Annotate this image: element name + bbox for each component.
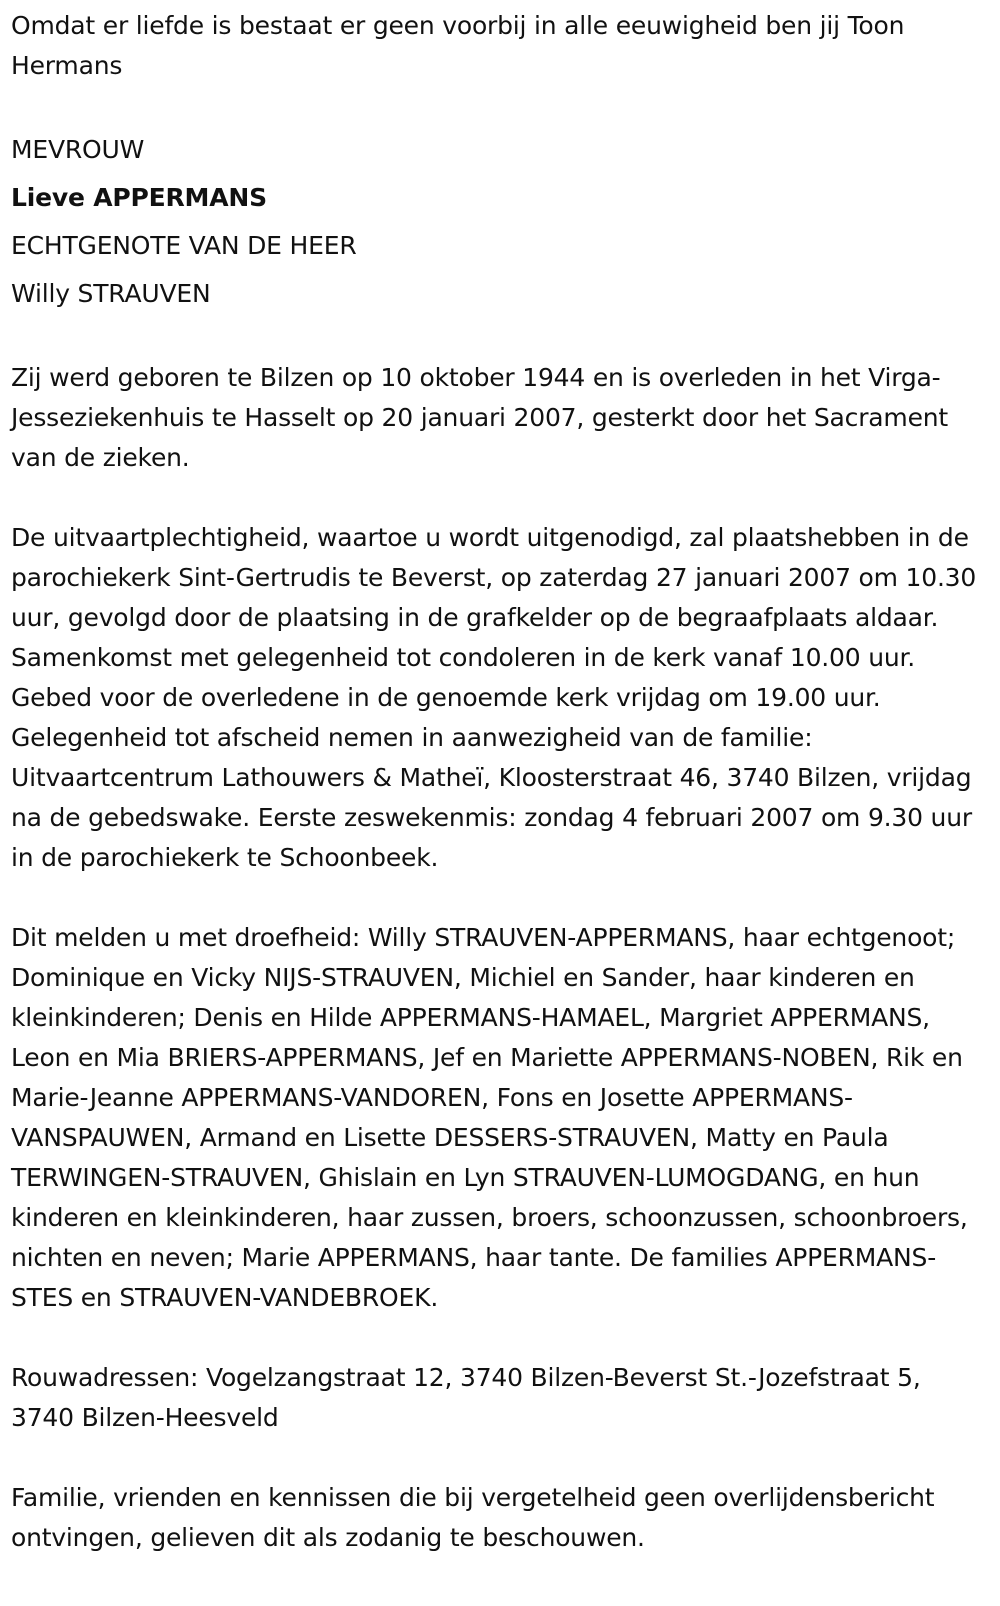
closing-paragraph: Familie, vrienden en kennissen die bij vergetelheid geen overlijdensbericht ontvingen, gelieven dit als zodanig te beschouwen. bbox=[11, 1483, 935, 1552]
funeral-paragraph: De uitvaartplechtigheid, waartoe u wordt uitgenodigd, zal plaatshebben in de parochiekerk Sint-Gertrudis te Beverst, op zaterdag 27 januari 2007 om 10.30 uur, gevolgd door de plaatsing in de grafkelder op de begraafplaats aldaar. Samenkomst met gelegenheid tot condoleren in de kerk vanaf 10.00 uur. Gebed voor de overledene in de genoemde kerk vrijdag om 19.00 uur. Gelegenheid tot afscheid nemen in aanwezigheid van de familie: Uitvaartcentrum Lathouwers & Matheï, Kloosterstraat 46, 3740 Bilzen, vrijdag na de gebedswake. Eerste zeswekenmis: zondag 4 februari 2007 om 9.30 uur in de parochiekerk te Schoonbeek. bbox=[11, 523, 977, 872]
spacer bbox=[11, 318, 991, 358]
deceased-header bbox=[11, 126, 991, 318]
motto-text: Omdat er liefde is bestaat er geen voorbij in alle eeuwigheid ben jij Toon Hermans bbox=[11, 11, 905, 80]
honorific-title: MEVROUW bbox=[11, 135, 145, 164]
spacer bbox=[11, 86, 991, 126]
obituary-document bbox=[11, 6, 991, 1558]
deceased-name: Lieve APPERMANS bbox=[11, 183, 267, 212]
relation-label: ECHTGENOTE VAN DE HEER bbox=[11, 231, 357, 260]
spacer bbox=[11, 478, 991, 518]
spouse-name: Willy STRAUVEN bbox=[11, 279, 211, 308]
spacer bbox=[11, 1318, 991, 1358]
birth-death-paragraph: Zij werd geboren te Bilzen op 10 oktober 1944 en is overleden in het Virga-Jesseziekenhuis te Hasselt op 20 januari 2007, gesterkt door het Sacrament van de zieken. bbox=[11, 363, 948, 472]
spacer bbox=[11, 1438, 991, 1478]
spacer bbox=[11, 878, 991, 918]
addresses-paragraph: Rouwadressen: Vogelzangstraat 12, 3740 Bilzen-Beverst St.-Jozefstraat 5, 3740 Bilzen-Heesveld bbox=[11, 1363, 921, 1432]
family-paragraph: Dit melden u met droefheid: Willy STRAUVEN-APPERMANS, haar echtgenoot; Dominique en Vicky NIJS-STRAUVEN, Michiel en Sander, haar kinderen en kleinkinderen; Denis en Hilde APPERMANS-HAMAEL, Margriet APPERMANS, Leon en Mia BRIERS-APPERMANS, Jef en Mariette APPERMANS-NOBEN, Rik en Marie-Jeanne APPERMANS-VANDOREN, Fons en Josette APPERMANS-VANSPAUWEN, Armand en Lisette DESSERS-STRAUVEN, Matty en Paula TERWINGEN-STRAUVEN, Ghislain en Lyn STRAUVEN-LUMOGDANG, en hun kinderen en kleinkinderen, haar zussen, broers, schoonzussen, schoonbroers, nichten en neven; Marie APPERMANS, haar tante. De families APPERMANS-STES en STRAUVEN-VANDEBROEK. bbox=[11, 923, 968, 1312]
